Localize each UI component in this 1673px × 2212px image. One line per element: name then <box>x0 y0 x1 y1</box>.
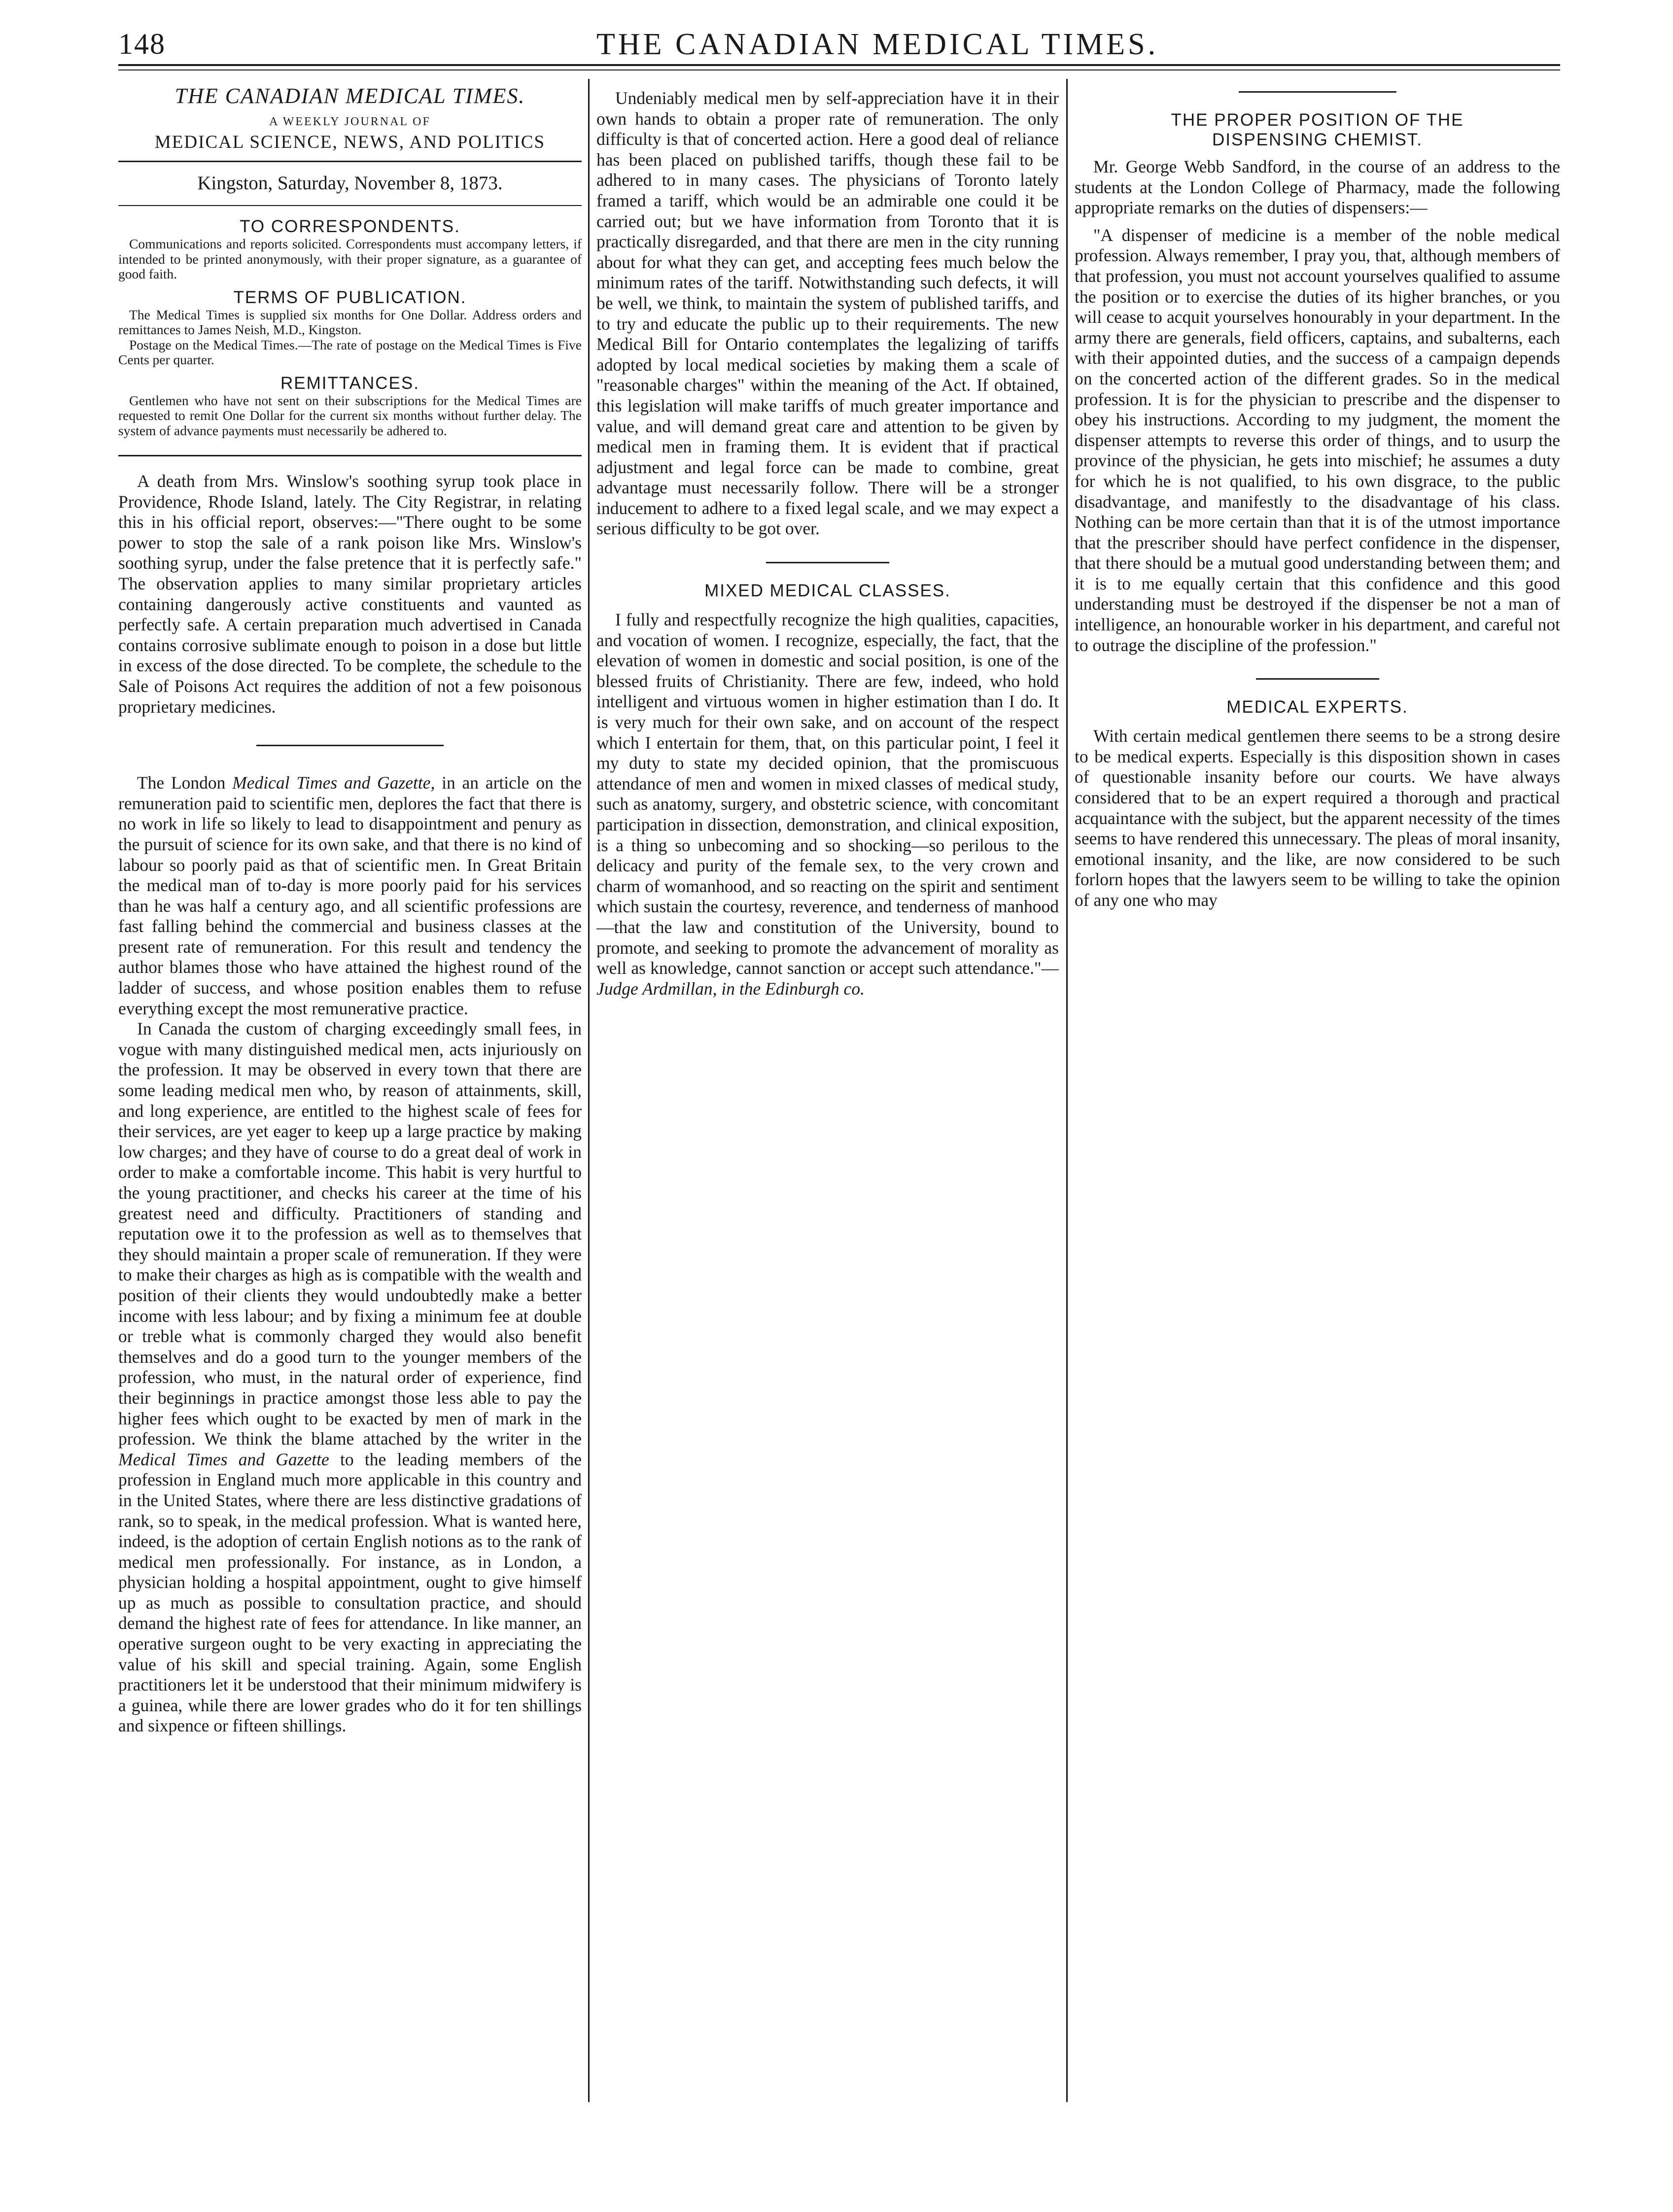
notice-correspondents <box>118 217 582 282</box>
notice-remittances <box>118 374 582 439</box>
dispensing-heading-1: THE PROPER POSITION OF THE <box>1171 110 1464 130</box>
notice-text: Gentlemen who have not sent on their subscriptions for the Medical Times are requested to remit One Dollar for the current six months without further delay. The system of advance payments must necessarily be adhered to. <box>118 392 582 438</box>
page-number: 148 <box>118 28 166 60</box>
dateline: Kingston, Saturday, November 8, 1873. <box>197 173 503 194</box>
dispensing-intro: Mr. George Webb Sandford, in the course of an address to the students at the London College of Pharmacy, made the following appropriate remarks on the duties of dispensers:— <box>1075 157 1560 218</box>
running-title: THE CANADIAN MEDICAL TIMES. <box>596 28 1159 61</box>
journal-title: Medical Times and Gazette, <box>232 773 435 793</box>
text-span: In Canada the custom of charging exceedingly small fees, in vogue with many distinguished medical men, acts injuriously on the profession. It may be observed in every town that there are some leading medical men who, by reason of attainments, skill, and long experience, are entitled to the highest scale of fees for their services, are yet eager to keep up a large practice by making low charges; and they have of course to do a great deal of work in order to make a comfortable income. This habit is very hurtful to the young practitioner, and checks his career at the time of his greatest need and difficulty. Practitioners of standing and reputation owe it to the profession as well as to themselves that they should maintain a proper scale of remuneration. If they were to make their charges as high as is compatible with the wealth and position of their clients they would undoubtedly make a better income with less labour; and by fixing a minimum fee at double or treble what is commonly charged they would also benefit themselves and do a good turn to the younger members of the profession, who must, in the natural order of experience, find their beginnings in practice amongst those less able to pay the higher fees which ought to be exacted by men of mark in the profession. We think the blame attached by the writer in the <box>118 1019 582 1449</box>
short-rule <box>1239 91 1396 93</box>
notice-heading: TERMS OF PUBLICATION. <box>233 287 467 307</box>
column-divider <box>1066 79 1068 2102</box>
mixed-classes-heading: MIXED MEDICAL CLASSES. <box>704 581 951 601</box>
short-rule <box>256 745 444 746</box>
masthead-subtitle: A WEEKLY JOURNAL OF <box>269 115 431 128</box>
masthead-rule <box>118 161 582 162</box>
masthead-subtitle-2: MEDICAL SCIENCE, NEWS, AND POLITICS <box>154 132 546 152</box>
column-2 <box>596 81 1059 999</box>
dateline-rule <box>118 205 582 206</box>
notice-text: Postage on the Medical Times.—The rate of postage on the Medical Times is Five Cents per quarter. <box>118 337 582 367</box>
column-3 <box>1075 81 1560 911</box>
notice-heading: TO CORRESPONDENTS. <box>240 217 460 236</box>
short-rule <box>766 562 889 563</box>
column-3-flow <box>1075 91 1560 911</box>
header-rule <box>118 64 1560 66</box>
column-divider <box>588 79 590 2102</box>
short-rule <box>1256 678 1379 680</box>
experts-text: With certain medical gentlemen there seems to be a strong desire to be medical experts. Especially is this disposition shown in cases of questionable insanity before our courts. We have always considered that to be an expert required a thorough and practical acquaintance with the subject, but the apparent necessity of the times seems to have rendered this unnecessary. The pleas of moral insanity, emotional insanity, and the like, are now considered to be such forlorn hopes that the lawyers seem to be willing to take the opinion of any one who may <box>1075 726 1560 910</box>
text-span: in an article on the remuneration paid to scientific men, deplores the fact that there is no work in life so likely to lead to disappointment and penury as the pursuit of science for its own sake, and that there is no kind of labour so poorly paid as that of scientific men. In Great Britain the medical man of to-day is more poorly paid for his services than he was half a century ago, and all scientific professions are fast falling behind the commercial and business classes at the present rate of remuneration. For this result and tendency the author blames those who have attained the highest round of the ladder of success, and whose position enables them to refuse everything except the most remunerative practice. <box>118 773 582 1018</box>
article-remuneration-p3: Undeniably medical men by self-appreciation have it in their own hands to obtain a proper rate of remuneration. The only difficulty is that of concerted action. Here a good deal of reliance has been placed on published tariffs, though these fail to be adhered to in many cases. The physicians of Toronto lately framed a tariff, which would be an admirable one could it be carried out; but we have information from Toronto that it is practically disregarded, and that there are men in the city running about for what they can get, and accepting fees much below the minimum rates of the tariff. Notwithstanding such defects, it will be well, we think, to maintain the system of published tariffs, and to try and educate the public up to their requirements. The new Medical Bill for Ontario contemplates the legalizing of tariffs adopted by local medical societies by making them a scale of "reasonable charges" within the meaning of the Act. If obtained, this legislation will make tariffs of much greater importance and value, and will demand great care and attention to be given by medical men in framing them. It is evident that if practical adjustment and legal force can be made to combine, great advantage must necessarily follow. There will be a stronger inducement to adhere to a fixed legal scale, and we may expect a serious difficulty to be got over. <box>596 88 1059 539</box>
notice-text: Communications and reports solicited. Correspondents must accompany letters, if intended to be printed anonymously, with their proper signature, as a guarantee of good faith. <box>118 236 582 281</box>
section-rule <box>118 455 582 456</box>
mixed-classes-text <box>596 610 1059 999</box>
article-winslow: A death from Mrs. Winslow's soothing syrup took place in Providence, Rhode Island, lately. The City Registrar, in relating this in his official report, observes:—"There ought to be some power to stop the sale of a rank poison like Mrs. Winslow's soothing syrup, under the false pretence that it is perfectly safe." The observation applies to many similar proprietary articles containing dangerously active constituents and vaunted as perfectly safe. A certain preparation much advertised in Canada contains corrosive sublimate enough to poison in a dose but little in excess of the dose directed. To be complete, the schedule to the Sale of Poisons Act requires the addition of not a few poisonous proprietary medicines. <box>118 471 582 717</box>
masthead-title: THE CANADIAN MEDICAL TIMES. <box>174 84 525 108</box>
journal-title: Medical Times and Gazette <box>118 1449 329 1469</box>
article-remuneration-p1 <box>118 773 582 1019</box>
column-2-flow <box>596 88 1059 999</box>
experts-heading: MEDICAL EXPERTS. <box>1226 697 1408 717</box>
notice-heading: REMITTANCES. <box>280 373 419 393</box>
dispensing-heading-2: DISPENSING CHEMIST. <box>1212 130 1423 149</box>
text-span: The London <box>137 773 233 793</box>
attribution: Judge Ardmillan, in the Edinburgh co. <box>596 978 865 999</box>
notice-terms <box>118 288 582 368</box>
header-rule-thin <box>118 69 1560 70</box>
column-1 <box>118 81 582 1736</box>
article-remuneration-p2a <box>118 1019 582 1736</box>
notice-text: The Medical Times is supplied six months for One Dollar. Address orders and remittances to James Neish, M.D., Kingston. <box>118 307 582 337</box>
text-span: to the leading members of the profession in England much more applicable in this country and in the United States, where there are less distinctive gradations of rank, so to speak, in the medical profession. What is wanted here, indeed, is the adoption of certain English notions as to the rank of medical men professionally. For instance, as in London, a physician holding a hospital appointment, ought to give himself up as much as possible to consultation practice, and should demand the highest rate of fees for attendance. In like manner, an operative surgeon ought to be very exacting in appreciating the value of his skill and special training. Again, some English practitioners let it be understood that their minimum midwifery is a guinea, while there are lower grades who do it for ten shillings and sixpence or fifteen shillings. <box>118 1449 582 1736</box>
text-span: I fully and respectfully recognize the high qualities, capacities, and vocation of women. I recognize, especially, the fact, that the elevation of women in domestic and social position, is one of the blessed fruits of Christianity. There are few, indeed, who hold intelligent and virtuous women in higher estimation than I do. It is very much for their own sake, and on account of the respect which I entertain for them, that, on this particular point, I feel it my duty to state my decided opinion, that the promiscuous attendance of men and women in mixed classes of medical study, such as anatomy, surgery, and obstetric science, with concomitant participation in dissection, demonstration, and clinical exposition, is a thing so unbecoming and so shocking—so perilous to the delicacy and purity of the female sex, to the very crown and charm of womanhood, and so reacting on the spirit and sentiment which sustain the courtesy, reverence, and tenderness of manhood—that the law and constitution of the University, bound to promote, and seeking to promote the advancement of morality as well as knowledge, cannot sanction or accept such attendance."— <box>596 610 1059 978</box>
dispensing-quote: "A dispenser of medicine is a member of the noble medical profession. Always remember, I pray you, that, although members of that profession, you must not account yourselves qualified to assume the position or to exercise the duties of its higher branches, or you will cease to acquit yourselves honourably in your department. In the army there are generals, field officers, captains, and subalterns, each with their appointed duties, and the success of a campaign depends on the concerted action of the different grades. So in the medical profession. It is for the physician to prescribe and the dispenser to obey his instructions. According to my judgment, the moment the dispenser attempts to reverse this order of things, and to usurp the province of the physician, he gets into mischief; he assumes a duty for which he is not qualified, to his own disgrace, to the public disadvantage, and manifestly to the disadvantage of his class. Nothing can be more certain than that it is of the utmost importance that the prescriber should have perfect confidence in the dispenser, that there should be a mutual good understanding between them; and it is to me equally certain that this confidence and this good understanding must be destroyed if the dispenser be not a man of intelligence, an honourable worker in his department, and careful not to outrage the discipline of the profession." <box>1075 225 1560 655</box>
